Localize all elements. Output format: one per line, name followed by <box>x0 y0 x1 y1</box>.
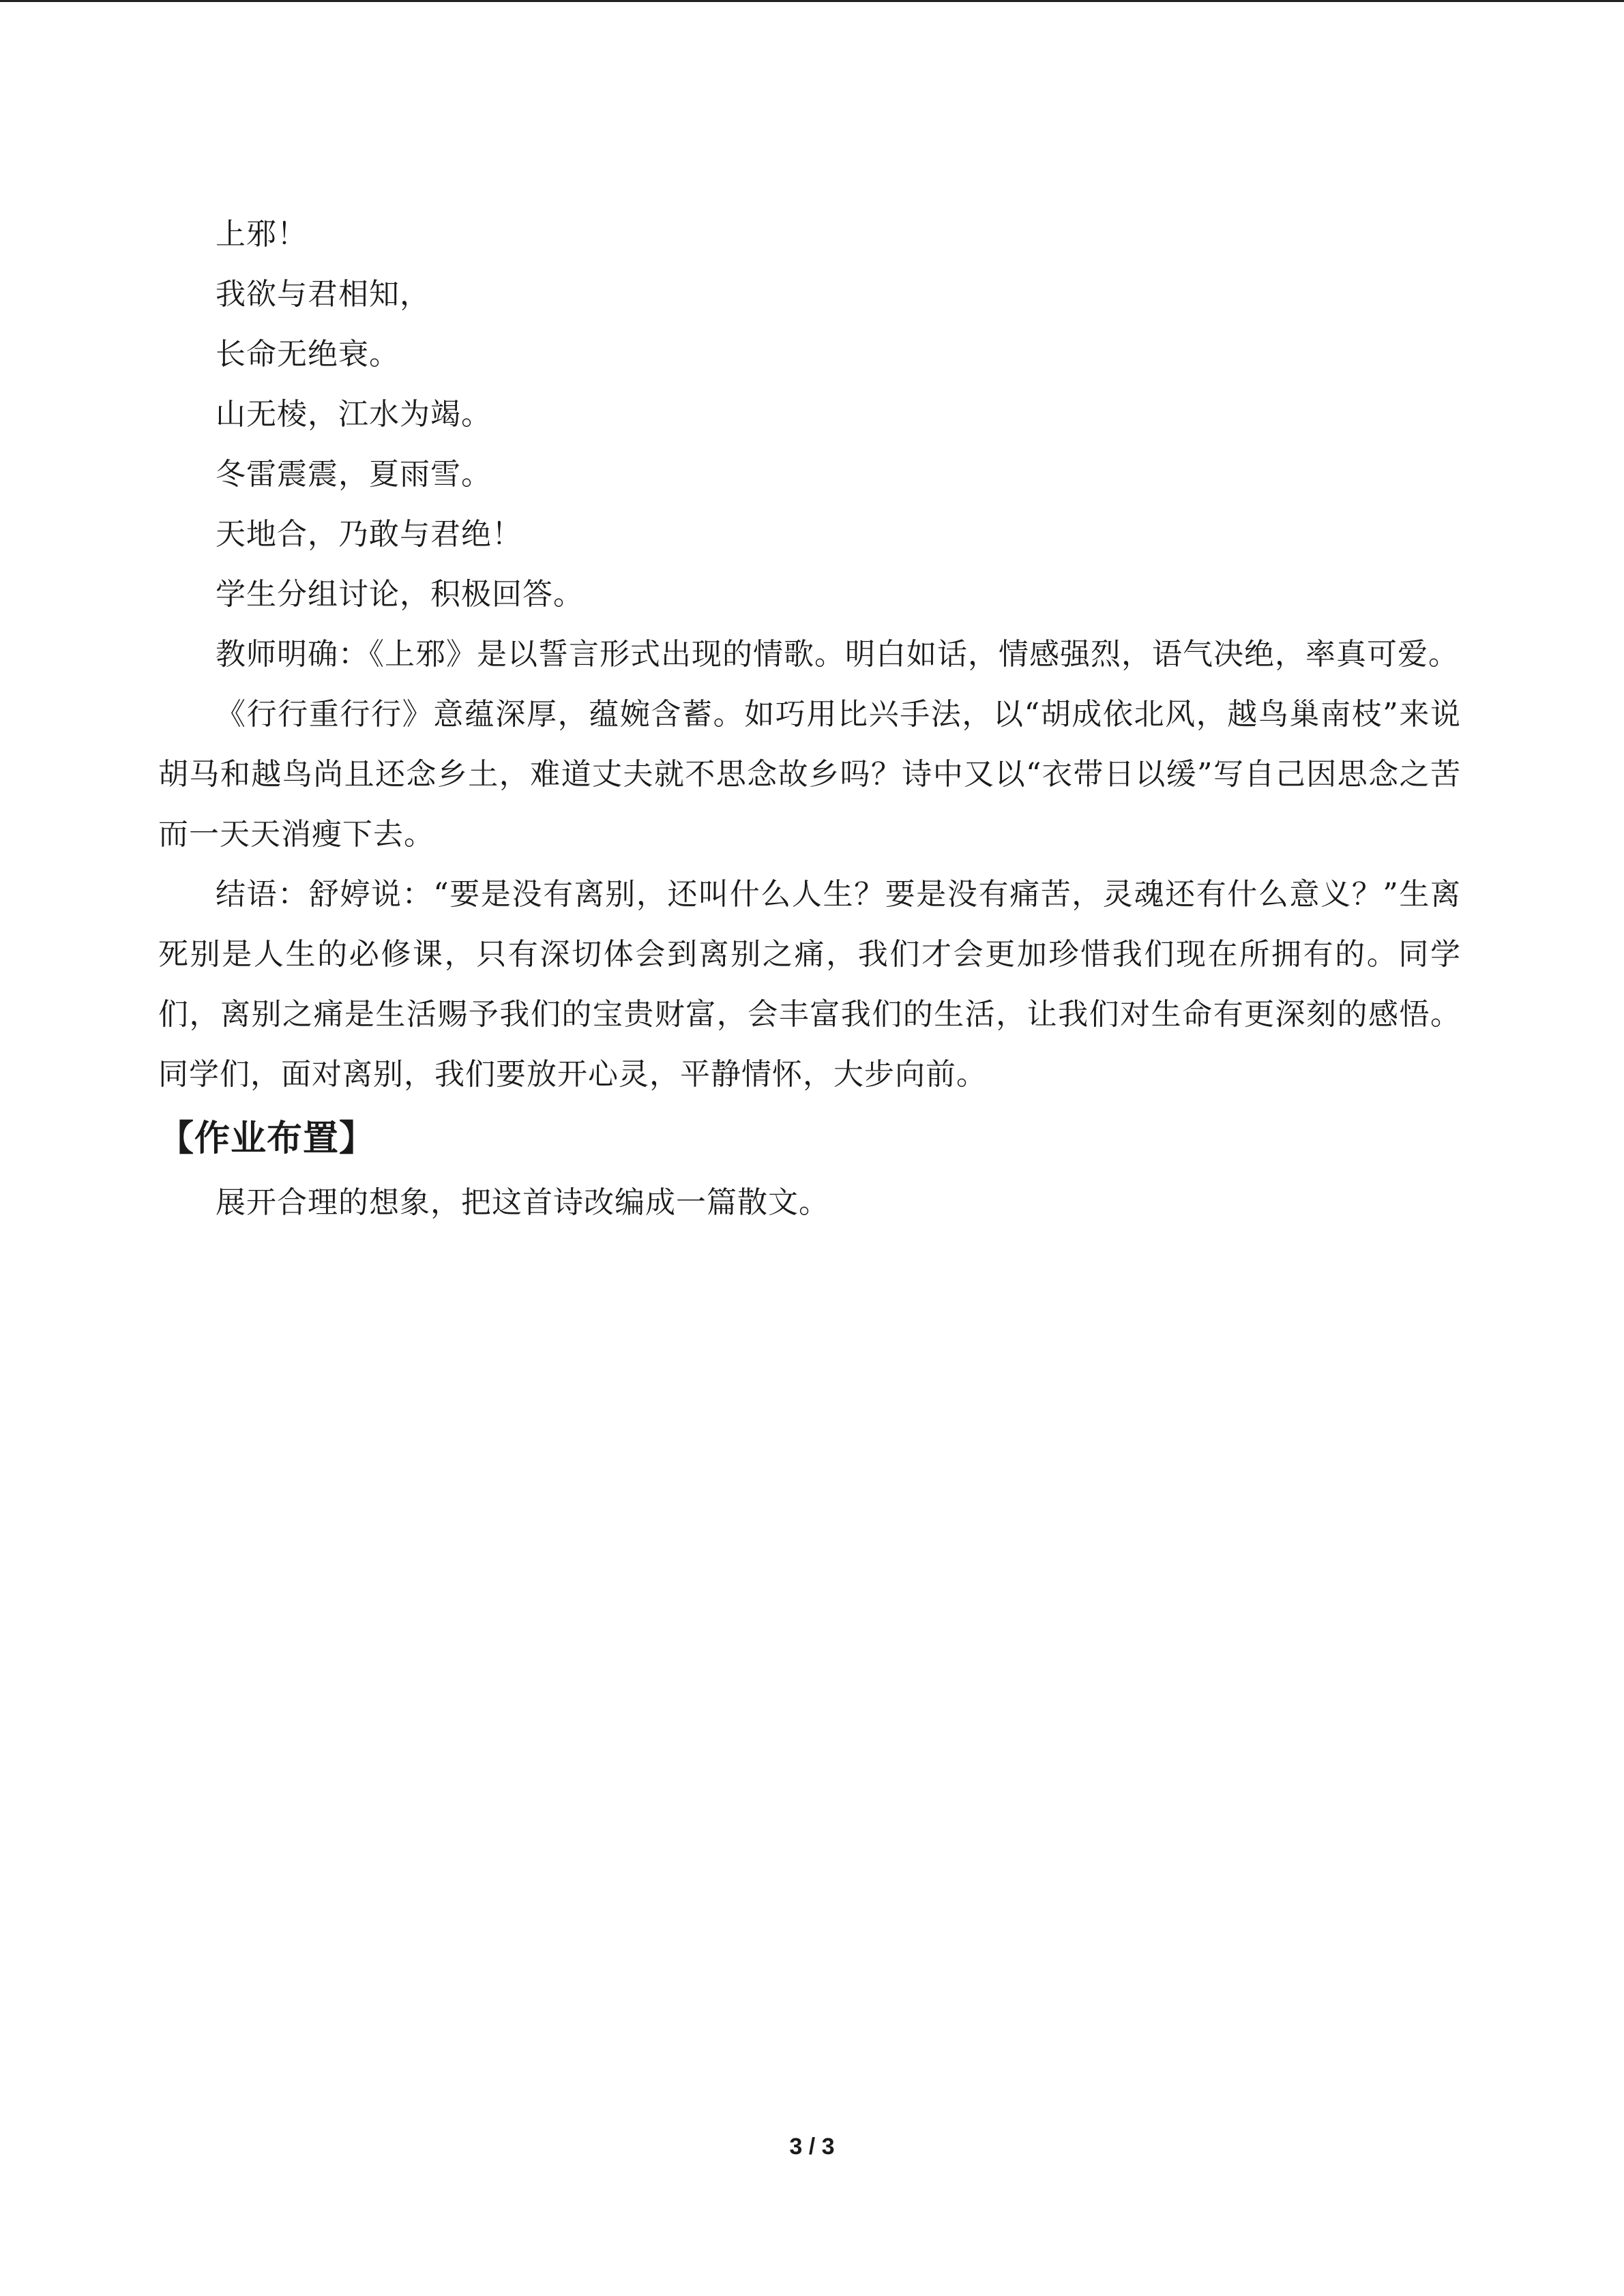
homework-heading: 【作业布置】 <box>158 1118 376 1159</box>
teacher-clarify-paragraph: 教师明确：《上邪》是以誓言形式出现的情歌。明白如话，情感强烈，语气决绝，率真可爱。 <box>216 637 1459 672</box>
poem-line: 长命无绝衰。 <box>216 337 400 372</box>
document-body <box>158 205 1461 1233</box>
page-top-border <box>0 0 1624 2</box>
poem-line: 上邪！ <box>216 217 308 252</box>
poem-analysis-paragraph: 《行行重行行》意蕴深厚，蕴婉含蓄。如巧用比兴手法，以“胡成依北风，越鸟巢南枝”来说胡马和越鸟尚且还念乡土，难道丈夫就不思念故乡吗？诗中又以“衣带日以缓”写自己因思念之苦而一天天消瘦下去。 <box>158 697 1461 852</box>
poem-line: 我欲与君相知， <box>216 277 430 312</box>
page-number: 3 / 3 <box>789 2134 835 2160</box>
discussion-paragraph: 学生分组讨论，积极回答。 <box>216 577 584 612</box>
poem-line: 冬雷震震，夏雨雪。 <box>216 457 492 492</box>
poem-block <box>158 205 1461 565</box>
poem-line: 天地合，乃敢与君绝！ <box>216 517 522 552</box>
homework-text: 展开合理的想象，把这首诗改编成一篇散文。 <box>216 1185 829 1220</box>
conclusion-paragraph: 结语：舒婷说：“要是没有离别，还叫什么人生？要是没有痛苦，灵魂还有什么意义？”生离死别是人生的必修课，只有深切体会到离别之痛，我们才会更加珍惜我们现在所拥有的。同学们，离别之痛是生活赐予我们的宝贵财富，会丰富我们的生活，让我们对生命有更深刻的感悟。同学们，面对离别，我们要放开心灵，平静情怀，大步向前。 <box>158 877 1461 1092</box>
poem-line: 山无棱，江水为竭。 <box>216 397 492 432</box>
